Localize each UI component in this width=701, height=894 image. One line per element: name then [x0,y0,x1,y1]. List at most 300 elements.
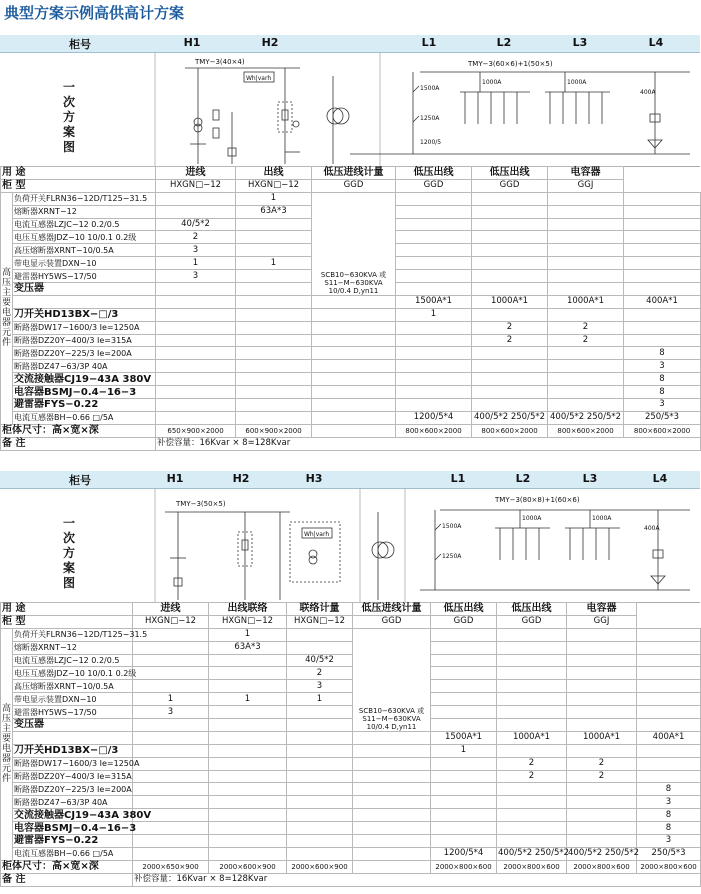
component-value: 1200/5*4 [396,411,472,424]
component-value: 3 [637,835,701,848]
blank-cell [312,386,396,399]
blank-cell [624,231,701,244]
size-cell: 2000×800×600 [637,860,701,873]
component-value: 8 [624,347,701,360]
blank-cell [287,757,353,770]
blank-cell [353,822,431,835]
hv-bus-label: TMY−3(40×4) [195,58,245,66]
component-label: 避雷器FYS−0.22 [13,399,156,412]
blank-cell [396,192,472,205]
blank-cell [156,386,236,399]
blank-cell [624,192,701,205]
component-value [396,399,472,412]
usage-label: 用 途 [1,167,156,180]
blank-cell [472,244,548,257]
note-row [1,873,701,886]
size-cell: 800×600×2000 [472,424,548,437]
blank-cell [312,360,396,373]
component-value [637,757,701,770]
blank-cell [637,706,701,719]
component-value [637,770,701,783]
component-label: 变压器 [13,719,133,732]
component-value: 1 [209,628,287,641]
blank-cell [133,770,209,783]
component-value [624,308,701,321]
component-label: 电容器BSMJ−0.4−16−3 [14,822,137,834]
blank-cell [431,654,497,667]
blank-cell [567,641,637,654]
usage-cell: 低压出线 [396,167,472,180]
component-value: 8 [624,386,701,399]
blank-cell [624,244,701,257]
blank-cell [548,257,624,270]
usage-cell: 低压出线 [472,167,548,180]
component-value [287,628,353,641]
component-value [567,822,637,835]
meter-label: Wh|varh [246,75,272,82]
component-label: 断路器DW17−1600/3 Ie=1250A [13,321,156,334]
blank-cell [637,641,701,654]
size-label: 柜体尺寸：高×宽×深 [1,424,156,437]
blank-cell [209,796,287,809]
lv-component-row [1,334,701,347]
component-label: 电容器BSMJ−0.4−16−3 [13,386,156,399]
usage-cell: 进线 [156,167,236,180]
blank-cell [353,809,431,822]
blank-cell [133,822,209,835]
blank-cell [353,835,431,848]
usage-cell: 进线 [133,603,209,616]
component-value: 1000A*1 [472,295,548,308]
component-label: 熔断器XRNT−12 [13,205,156,218]
blank-cell [156,283,236,296]
blank-cell [396,218,472,231]
component-value: 2 [567,757,637,770]
blank-cell [431,667,497,680]
blank-cell [624,205,701,218]
blank-cell [209,744,287,757]
component-value [236,231,312,244]
blank-cell [497,693,567,706]
size-row [1,424,701,437]
component-label: 高压熔断器XRNT−10/0.5A [13,680,133,693]
component-value [472,347,548,360]
blank-cell [431,706,497,719]
lv-component-row [1,373,701,386]
component-value [548,399,624,412]
transformer-spec: SCB10−630KVA 或S11−M−630KVA 10/0.4 D,yn11 [353,628,431,731]
component-value [548,360,624,373]
component-label: 负荷开关FLRN36−12D/T125−31.5 [13,192,156,205]
blank-cell [133,835,209,848]
lv-component-row [1,399,701,412]
blank-cell [156,360,236,373]
blank-cell [156,373,236,386]
component-label: 带电显示装置DXN−10 [13,257,156,270]
component-value [236,270,312,283]
component-value: 2 [497,757,567,770]
lv-component-row [1,847,701,860]
component-label [13,295,156,308]
blank-cell [209,783,287,796]
component-label: 电流互感器BH−0.66 □/5A [13,411,156,424]
component-value: 1 [431,744,497,757]
blank-cell [312,308,396,321]
blank-cell [353,847,431,860]
component-value [567,744,637,757]
size-cell: 800×600×2000 [548,424,624,437]
blank-cell [637,667,701,680]
blank-cell [236,334,312,347]
note-label: 备 注 [1,873,133,886]
blank-cell [548,270,624,283]
blank-cell [312,424,396,437]
blank-cell [567,680,637,693]
component-value [156,205,236,218]
component-value [396,321,472,334]
usage-cell: 电容器 [548,167,624,180]
component-value: 8 [624,373,701,386]
component-value: 1 [236,257,312,270]
hv-component-row [1,667,701,680]
rating-1500a: 1500A [442,523,462,530]
blank-cell [156,334,236,347]
size-cell: 2000×800×600 [497,860,567,873]
component-value [624,334,701,347]
component-value: 1 [209,693,287,706]
component-label: 断路器DZ20Y−225/3 Ie=200A [14,784,132,794]
scheme-2-table [0,602,701,887]
component-label: 电流互感器BH−0.66 □/5A [13,847,133,860]
rating-1000a-l2: 1000A [522,515,542,522]
size-cell: 650×900×2000 [156,424,236,437]
component-value [396,347,472,360]
blank-cell [156,347,236,360]
component-value [431,770,497,783]
hv-component-row [1,641,701,654]
blank-cell [287,744,353,757]
blank-cell [236,360,312,373]
component-value: 250/5*3 [624,411,701,424]
size-cell: 2000×650×900 [133,860,209,873]
component-value: 3 [624,399,701,412]
component-value: 250/5*3 [637,847,701,860]
component-label: 交流接触器CJ19−43A 380V [13,373,156,386]
blank-cell [209,847,287,860]
component-value: 1 [396,308,472,321]
component-label: 熔断器XRNT−12 [13,641,133,654]
page-title: 典型方案示例高供高计方案 [4,4,185,22]
component-value: 3 [133,706,209,719]
component-value [236,218,312,231]
component-value: 1500A*1 [431,731,497,744]
blank-cell [156,295,236,308]
blank-cell [637,693,701,706]
component-value [472,386,548,399]
lv-component-row [1,360,701,373]
component-value: 63A*3 [236,205,312,218]
hv-bus-label: TMY−3(50×5) [176,500,226,508]
lv-component-row [1,731,701,744]
component-value: 1000A*1 [497,731,567,744]
blank-cell [133,731,209,744]
col-l4: L4 [652,472,668,485]
blank-cell [287,783,353,796]
type-label: 柜 型 [1,615,133,628]
blank-cell [353,770,431,783]
component-value: 400A*1 [624,295,701,308]
vertical-label: 高压主要电器元件 [1,192,13,424]
component-value: 2 [548,334,624,347]
blank-cell [156,399,236,412]
lv-bus-label: TMY−3(80×8)+1(60×6) [495,496,580,504]
component-value: 40/5*2 [156,218,236,231]
type-cell: GGD [472,179,548,192]
blank-cell [209,719,287,732]
blank-cell [396,231,472,244]
blank-cell [472,205,548,218]
blank-cell [133,757,209,770]
col-l2: L2 [496,36,512,49]
component-label: 负荷开关FLRN36−12D/T125−31.5 [14,630,148,640]
component-value [497,783,567,796]
component-label: 避雷器HY5WS−17/50 [13,270,156,283]
size-cell: 2000×600×900 [287,860,353,873]
blank-cell [287,822,353,835]
blank-cell [236,295,312,308]
component-value [431,835,497,848]
component-value [497,822,567,835]
note-label: 备 注 [1,437,156,450]
lv-component-row [1,744,701,757]
note-text: 补偿容量：16Kvar × 8=128Kvar [133,873,701,886]
scheme-2-header [0,471,700,489]
component-label: 避雷器FYS−0.22 [13,835,133,848]
blank-cell [287,796,353,809]
component-value: 1500A*1 [396,295,472,308]
blank-cell [431,680,497,693]
lv-component-row [1,308,701,321]
rating-1000a-l3: 1000A [592,515,612,522]
usage-cell: 低压进线计量 [312,167,396,180]
component-label: 断路器DZ20Y−225/3 Ie=200A [13,347,156,360]
type-cell: GGD [431,615,497,628]
usage-cell: 出线 [236,167,312,180]
type-cell: GGJ [548,179,624,192]
blank-cell [133,744,209,757]
component-value: 63A*3 [209,641,287,654]
component-label: 电压互感器JDZ−10 10/0.1 0.2级 [13,231,156,244]
component-value [567,783,637,796]
size-cell: 2000×600×900 [209,860,287,873]
blank-cell [472,192,548,205]
blank-cell [548,244,624,257]
blank-cell [287,809,353,822]
blank-cell [209,835,287,848]
component-label: 电流互感器LZJC−12 0.2/0.5 [13,654,133,667]
component-value [396,386,472,399]
component-value [624,283,701,296]
component-value [567,796,637,809]
component-value: 3 [287,680,353,693]
blank-cell [353,757,431,770]
usage-cell: 低压进线计量 [353,603,431,616]
blank-cell [236,373,312,386]
blank-cell [431,693,497,706]
blank-cell [497,667,567,680]
component-label [13,731,133,744]
usage-cell: 低压出线 [497,603,567,616]
col-l3: L3 [572,36,588,49]
component-value [472,399,548,412]
lv-component-row [1,822,701,835]
blank-cell [236,321,312,334]
component-value: 400/5*2 250/5*2 [568,848,640,859]
hv-component-row [1,680,701,693]
component-value [287,706,353,719]
blank-cell [156,411,236,424]
component-label: 交流接触器CJ19−43A 380V [14,809,152,821]
component-value [431,757,497,770]
lv-component-row [1,809,701,822]
component-value: 1000A*1 [567,731,637,744]
type-cell: HXGN□−12 [209,615,287,628]
component-value [209,680,287,693]
component-value [431,783,497,796]
col-l4: L4 [648,36,664,49]
component-value [624,321,701,334]
component-value [396,360,472,373]
component-value [209,706,287,719]
rating-1200-5: 1200/5 [420,139,442,146]
blank-cell [156,321,236,334]
blank-cell [472,218,548,231]
blank-cell [287,719,353,732]
col-h1: H1 [166,472,184,485]
blank-cell [353,783,431,796]
vertical-label: 高压主要电器元件 [1,628,13,860]
rating-1000a-l3: 1000A [567,79,587,86]
component-value [548,308,624,321]
blank-cell [236,411,312,424]
component-value [567,719,637,732]
component-value [567,809,637,822]
component-label: 刀开关HD13BX−□/3 [13,744,133,757]
scheme-2-diagram [0,488,700,603]
component-value: 3 [156,270,236,283]
blank-cell [548,205,624,218]
component-value: 40/5*2 [287,654,353,667]
component-value: 8 [637,809,701,822]
blank-cell [567,628,637,641]
blank-cell [548,231,624,244]
blank-cell [312,399,396,412]
component-value [497,744,567,757]
lv-component-row [1,796,701,809]
blank-cell [133,796,209,809]
blank-cell [353,796,431,809]
type-cell: GGD [396,179,472,192]
component-value [396,373,472,386]
rating-1500a: 1500A [420,85,440,92]
component-value: 8 [637,783,701,796]
col-l3: L3 [582,472,598,485]
blank-cell [312,373,396,386]
blank-cell [548,192,624,205]
component-value: 1200/5*4 [431,847,497,860]
component-value [497,809,567,822]
blank-cell [431,641,497,654]
one-line-diagram-2 [0,488,700,602]
component-value: 2 [497,770,567,783]
lv-component-row [1,783,701,796]
component-value: 3 [624,360,701,373]
blank-cell [209,757,287,770]
type-cell: GGD [353,615,431,628]
blank-cell [548,218,624,231]
blank-cell [236,399,312,412]
type-label: 柜 型 [1,179,156,192]
scheme-1-table [0,166,701,451]
usage-cell: 出线联络 [209,603,287,616]
blank-cell [209,770,287,783]
component-value [431,796,497,809]
blank-cell [472,231,548,244]
size-label: 柜体尺寸：高×宽×深 [1,860,133,873]
blank-cell [209,731,287,744]
size-cell: 800×600×2000 [624,424,701,437]
type-cell: HXGN□−12 [133,615,209,628]
blank-cell [353,860,431,873]
component-label: 断路器DZ20Y−400/3 Ie=315A [14,772,132,782]
component-value [133,680,209,693]
note-text: 补偿容量：16Kvar × 8=128Kvar [156,437,701,450]
usage-row [1,603,701,616]
component-value: 2 [567,770,637,783]
lv-component-row [1,757,701,770]
rating-1000a-l2: 1000A [482,79,502,86]
blank-cell [396,270,472,283]
blank-cell [209,822,287,835]
col-h2: H2 [261,36,279,49]
lv-component-row [1,719,701,732]
component-value [637,744,701,757]
rating-400a: 400A [640,89,656,96]
lv-component-row [1,295,701,308]
component-value [548,283,624,296]
blank-cell [236,347,312,360]
blank-cell [497,654,567,667]
blank-cell [287,835,353,848]
blank-cell [312,321,396,334]
component-value [548,347,624,360]
component-value [209,654,287,667]
diagram-label: 一次方案图 [62,516,75,590]
hv-component-row [1,628,701,641]
usage-cell: 电容器 [567,603,637,616]
component-value: 1 [287,693,353,706]
blank-cell [209,809,287,822]
blank-cell [312,334,396,347]
component-value [497,835,567,848]
component-value [396,283,472,296]
rating-400a: 400A [644,525,660,532]
usage-cell: 低压出线 [431,603,497,616]
size-row [1,860,701,873]
col-h3: H3 [305,472,323,485]
blank-cell [312,295,396,308]
component-value: 2 [287,667,353,680]
